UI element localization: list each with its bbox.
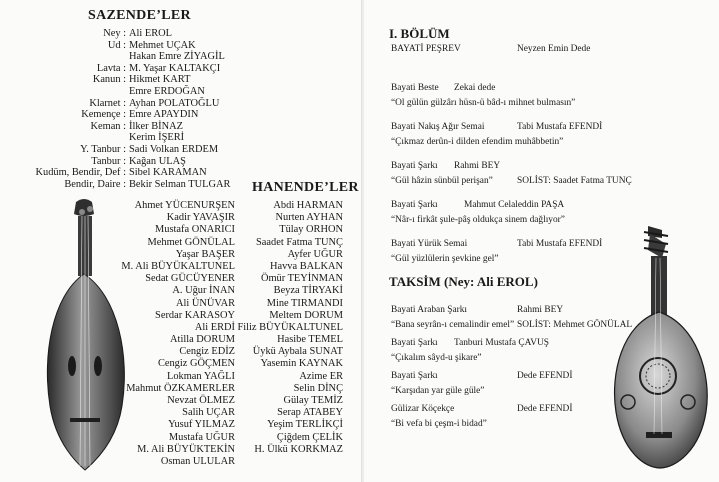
program-lyric-text: “Ol gülün gülzârı hüsn-ü bâd-ı mihnet bulmasın”	[391, 98, 576, 108]
hanende-name: Serap ATABEY	[277, 407, 343, 419]
program-lyric	[391, 215, 711, 227]
sazendeler-roster	[0, 28, 230, 190]
hanende-name: Lokman YAĞLI	[166, 370, 235, 382]
sazende-row	[0, 109, 230, 121]
bolum-title: I. BÖLÜM	[389, 26, 450, 41]
hanende-name: Azime ER	[299, 370, 343, 382]
program-lyric-text: “Çıkalım sâyd-u şikare”	[391, 353, 482, 363]
sazende-name: Ali EROL	[129, 28, 173, 39]
sazende-name: Bekir Selman TULGAR	[129, 178, 231, 190]
sazende-role: Bendir, Daire :	[64, 178, 126, 190]
sazende-name: Mehmet UÇAK	[129, 39, 196, 51]
program-composer: Rahmi BEY	[454, 161, 501, 171]
hanende-name: Serdar KARASOY	[155, 309, 235, 321]
program-item	[391, 44, 711, 83]
hanende-name: Yusuf YILMAZ	[168, 419, 235, 431]
sazende-row	[0, 156, 230, 168]
program-lyric-text: “Çıkmaz derûn-i dilden efendim muhâbbetin”	[391, 137, 564, 147]
program-line	[391, 161, 711, 173]
hanende-name: Osman ULULAR	[160, 455, 235, 467]
hanende-name: Nevzat ÖLMEZ	[167, 395, 235, 406]
program-composer: Tabi Mustafa EFENDİ	[517, 122, 603, 132]
hanende-name: A. Uğur İNAN	[172, 285, 235, 297]
hanende-name: Yeşim TERLİKÇİ	[267, 419, 343, 431]
sazende-role	[0, 132, 126, 144]
program-soloist: SOLİST: Mehmet GÖNÜLAL	[517, 320, 633, 330]
program-soloist: SOLİST: Saadet Fatma TUNÇ	[517, 176, 632, 186]
program-lyric	[391, 176, 711, 188]
sazende-name: Kerim İŞERİ	[129, 132, 185, 144]
hanende-name: Beyza TİRYAKİ	[273, 285, 343, 297]
program-line	[391, 404, 711, 416]
program-form: Bayati Araban Şarkı	[391, 305, 468, 315]
program-composer: Neyzen Emin Dede	[517, 44, 591, 54]
program-composer: Mahmut Celaleddin PAŞA	[464, 200, 565, 210]
sazende-role: Ney :	[103, 28, 126, 39]
hanende-name: Filiz BÜYÜKALTUNEL	[237, 321, 343, 333]
hanende-name: Atilla DORUM	[170, 334, 235, 346]
sazende-role	[0, 51, 126, 63]
sazende-name: İlker BİNAZ	[129, 120, 183, 132]
program-lyric	[391, 353, 711, 365]
program-line	[391, 239, 711, 251]
hanendeler-title: HANENDE’LER	[252, 180, 359, 195]
taksim-program	[391, 305, 711, 437]
hanende-name: Havva BALKAN	[269, 260, 343, 272]
program-form: Bayati Nakış Ağır Semai	[391, 122, 485, 132]
program-lyric-text: “Bi vefa bi çeşm-i bidad”	[391, 419, 487, 429]
sazende-role: Lavta :	[96, 62, 126, 74]
hanende-name: H. Ülkü KORKMAZ	[254, 443, 343, 455]
program-lyric-text: “Karşıdan yar güle güle”	[391, 386, 485, 396]
program-item	[391, 239, 711, 278]
sazende-row	[0, 179, 230, 191]
program-item	[391, 338, 711, 371]
program-composer: Tabi Mustafa EFENDİ	[517, 239, 603, 249]
sazende-role	[0, 86, 126, 98]
program-line	[391, 371, 711, 383]
program-line	[391, 83, 711, 95]
hanende-name: Selin DİNÇ	[293, 382, 343, 394]
sazende-row	[0, 86, 230, 98]
hanende-name: Üykü Aybala SUNAT	[252, 346, 343, 358]
program-composer: Zekai dede	[454, 83, 496, 93]
sazende-name: Kağan ULAŞ	[129, 155, 186, 167]
program-lyric-text: “Gül hâzin sünbül perişan”	[391, 176, 493, 186]
program-composer: Tanburi Mustafa ÇAVUŞ	[454, 338, 549, 348]
hanende-name: Çiğdem ÇELİK	[276, 431, 343, 443]
sazende-role: Kanun :	[92, 74, 126, 86]
program-lyric-text: “Gül yüzlülerin şevkine gel”	[391, 254, 499, 264]
hanende-name: M. Ali BÜYÜKTEKİN	[137, 443, 235, 455]
program-line	[391, 338, 711, 350]
hanende-name: Salih UÇAR	[182, 407, 235, 419]
sazende-role: Keman :	[90, 120, 126, 132]
program-line	[391, 200, 711, 212]
sazende-role: Kemençe :	[81, 109, 126, 121]
hanende-name: Hasibe TEMEL	[277, 334, 343, 346]
program-lyric-text: “Bana seyrân-ı cemalindir emel”	[391, 320, 515, 330]
hanende-name: Ahmet YÜCENURŞEN	[134, 200, 235, 211]
sazende-role: Klarnet :	[89, 97, 126, 109]
program-lyric	[391, 98, 711, 110]
hanende-name: Mehmet GÖNÜLAL	[147, 236, 235, 248]
program-form: Bayati Şarkı	[391, 161, 438, 171]
program-lyric	[391, 386, 711, 398]
sazende-name: Sibel KARAMAN	[129, 167, 207, 179]
program-lyric	[391, 320, 711, 332]
sazende-row	[0, 132, 230, 144]
hanende-name: Kadir YAVAŞIR	[166, 212, 235, 224]
program-item	[391, 371, 711, 404]
program-item	[391, 161, 711, 200]
hanende-name: Ali ÜNÜVAR	[176, 297, 235, 309]
program-form: BAYATİ PEŞREV	[391, 44, 461, 54]
hanende-name: Mine TIRMANDI	[266, 297, 343, 309]
program-item	[391, 305, 711, 338]
hanende-name: Mustafa ONARICI	[155, 224, 235, 236]
sazende-row	[0, 51, 230, 63]
hanende-name: Sedat GÜCÜYENER	[145, 273, 235, 285]
hanende-name: Abdi HARMAN	[273, 200, 343, 211]
sazende-role: Tanbur :	[91, 155, 126, 167]
program-item	[391, 83, 711, 122]
sazende-role: Ud :	[107, 39, 126, 51]
program-composer: Dede EFENDİ	[517, 371, 573, 381]
hanendeler-right-column	[237, 200, 343, 456]
sazende-role: Y. Tanbur :	[80, 143, 126, 155]
sazende-row	[0, 167, 230, 179]
program-lyric	[391, 419, 711, 431]
hanende-name: Ali ERDİ	[194, 321, 235, 333]
hanende-name: Yasemin KAYNAK	[260, 358, 343, 370]
sazende-name: Emre ERDOĞAN	[129, 85, 205, 97]
sazende-row	[0, 28, 230, 40]
hanende-name: Mustafa UĞUR	[168, 431, 235, 443]
hanende-name: Yaşar BAŞER	[175, 248, 235, 260]
program-form: Bayati Yürük Semai	[391, 239, 468, 249]
program-line	[391, 122, 711, 134]
sazende-name: Sadi Volkan ERDEM	[129, 143, 219, 155]
sazende-row	[0, 63, 230, 75]
program-lyric-text: “Nâr-ı firkât şule-pâş oldukça sinem dağlıyor”	[391, 215, 565, 225]
sazende-name: M. Yaşar KALTAKÇI	[129, 62, 221, 74]
program-item	[391, 200, 711, 239]
sazendeler-title: SAZENDE’LER	[88, 8, 191, 23]
sazende-name: Hikmet KART	[129, 74, 191, 86]
program-form: Bayati Şarkı	[391, 371, 438, 381]
program-item	[391, 404, 711, 437]
program-form: Gülizar Köçekçe	[391, 404, 455, 414]
hanende-name: Nurten AYHAN	[275, 212, 343, 224]
hanende-name: Saadet Fatma TUNÇ	[256, 236, 343, 248]
sazende-row	[0, 74, 230, 86]
sazende-name: Emre APAYDIN	[129, 109, 199, 121]
sazende-name: Hakan Emre ZİYAGİL	[129, 51, 225, 63]
program-lyric	[391, 254, 711, 266]
sazende-name: Ayhan POLATOĞLU	[129, 97, 220, 109]
taksim-title: TAKSİM (Ney: Ali EROL)	[389, 274, 538, 289]
hanende-name: Tülay ORHON	[279, 224, 343, 236]
hanende-name: Ömür TEYİNMAN	[260, 273, 343, 285]
hanende-name: Cengiz GÖÇMEN	[157, 358, 235, 370]
program-lyric	[391, 137, 711, 149]
program-form: Bayati Şarkı	[391, 338, 438, 348]
hanende-name: Gülay TEMİZ	[283, 395, 343, 406]
hanende-name: Ayfer UĞUR	[287, 248, 343, 260]
hanende-name: M. Ali BÜYÜKALTUNEL	[121, 260, 235, 272]
bolum-program	[391, 44, 711, 278]
hanende-name: Cengiz EDİZ	[179, 346, 235, 358]
program-line	[391, 305, 711, 317]
hanendeler-left-column	[121, 200, 235, 468]
program-composer: Dede EFENDİ	[517, 404, 573, 414]
hanende-name: Meltem DORUM	[269, 309, 343, 321]
program-form: Bayati Beste	[391, 83, 439, 93]
sazende-row	[0, 40, 230, 52]
sazende-role: Kudüm, Bendir, Def :	[35, 167, 126, 179]
program-composer: Rahmi BEY	[517, 305, 564, 315]
program-line	[391, 44, 711, 56]
sazende-row	[0, 98, 230, 110]
hanende-name: Mahmut ÖZKAMERLER	[126, 382, 235, 394]
program-item	[391, 122, 711, 161]
sazende-row	[0, 144, 230, 156]
sazende-row	[0, 121, 230, 133]
program-form: Bayati Şarkı	[391, 200, 438, 210]
